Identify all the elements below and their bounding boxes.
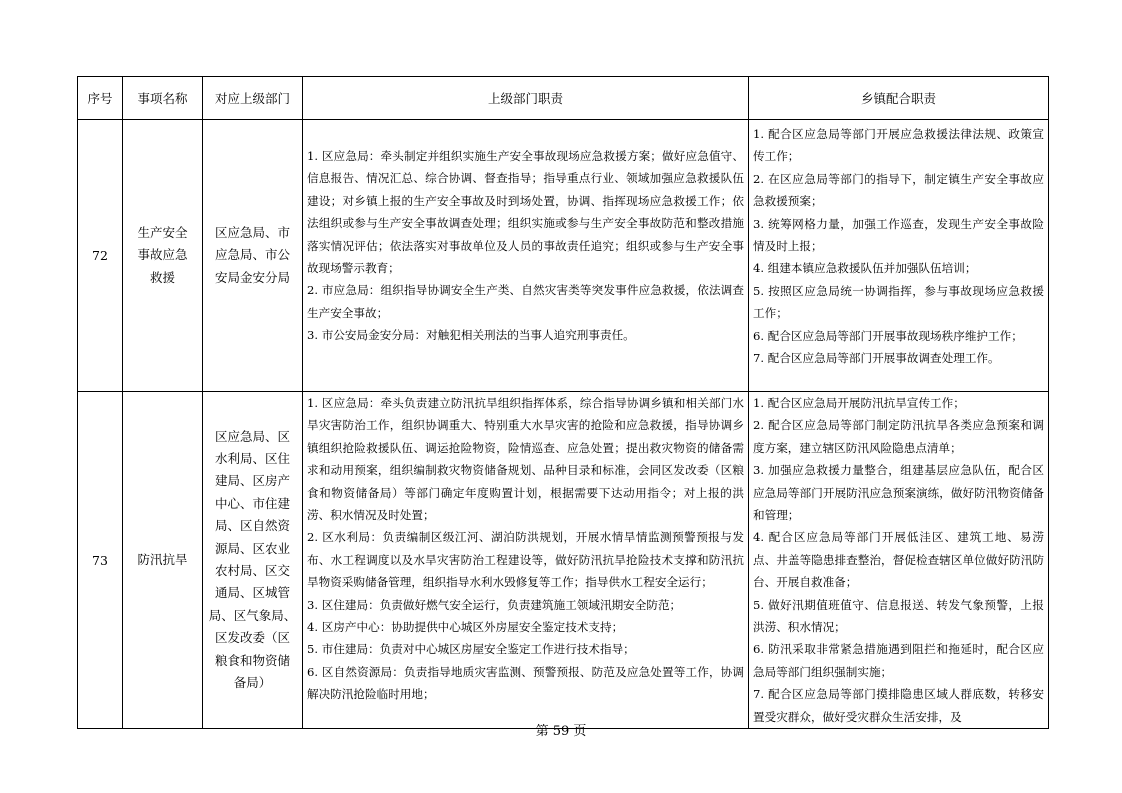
town-paragraph: 3. 统筹网格力量，加强工作巡查，发现生产安全事故险情及时上报； bbox=[753, 216, 1044, 254]
dept-line: 中心、市住建 bbox=[214, 495, 290, 511]
town-paragraph: 2. 在区应急局等部门的指导下，制定镇生产安全事故应急救援预案； bbox=[753, 171, 1044, 209]
town-paragraph: 2. 配合区应急局等部门制定防汛抗旱各类应急预案和调度方案，建立辖区防汛风险隐患点清单； bbox=[753, 418, 1044, 455]
town-paragraph: 1. 配合区应急局开展防汛抗旱宣传工作； bbox=[753, 396, 965, 410]
duty-paragraph: 3. 市公安局金安分局：对触犯相关刑法的当事人追究刑事责任。 bbox=[307, 328, 635, 343]
item-name-cell bbox=[123, 392, 203, 729]
dept-line: 源局、区农业 bbox=[214, 540, 290, 556]
row-number: 72 bbox=[78, 120, 123, 392]
town-paragraph: 5. 按照区应急局统一协调指挥，参与事故现场应急救援工作； bbox=[753, 283, 1044, 321]
dept-line: 建局、区房产 bbox=[214, 473, 290, 489]
item-name-line: 防汛抗旱 bbox=[137, 551, 188, 567]
duty-paragraph: 5. 市住建局：负责对中心城区房屋安全鉴定工作进行技术指导； bbox=[307, 642, 635, 657]
table-header-row bbox=[78, 77, 1049, 120]
item-name-line: 救援 bbox=[149, 269, 175, 285]
town-paragraph: 4. 组建本镇应急救援队伍并加强队伍培训； bbox=[753, 261, 977, 276]
duty-paragraph: 3. 区住建局：负责做好燃气安全运行，负责建筑施工领域汛期安全防范； bbox=[307, 597, 682, 612]
item-name-line: 生产安全 bbox=[137, 224, 188, 240]
dept-line: 备局） bbox=[233, 675, 272, 691]
superior-duty-cell bbox=[303, 120, 749, 392]
town-paragraph: 5. 做好汛期值班值守、信息报送、转发气象预警，上报洪涝、积水情况； bbox=[753, 597, 1044, 635]
duty-paragraph: 1. 区应急局：牵头制定并组织实施生产安全事故现场应急救援方案；做好应急值守、信息报告、情况汇总、综合协调、督查指导；指导重点行业、领域加强应急救援队伍建设；对乡镇上报的生产安全事故及时到场处置，协调、指挥现场应急救援工作；依法组织或参与生产安全事故调查处理；组织实施或参与生产安全事故防范和整改措施落实情况评估；依法落实对事故单位及人员的事故责任追究；组织或参与生产安全事故现场警示教育； bbox=[307, 149, 744, 276]
superior-duty-cell bbox=[303, 392, 749, 729]
duty-paragraph: 1. 区应急局：牵头负责建立防汛抗旱组织指挥体系，综合指导协调乡镇和相关部门水旱灾害防治工作，组织协调重大、特别重大水旱灾害的抢险和应急救援，指导协调乡镇组织抢险救援队伍、调运抢险物资，险情巡查、应急处置；提出救灾物资的储备需求和动用预案，组织编制救灾物资储备规划、品种目录和标准，会同区发改委（区粮食和物资储备局）等部门确定年度购置计划，根据需要下达动用指令；对上报的洪涝、积水情况及时处置； bbox=[307, 396, 744, 523]
town-duty-cell bbox=[749, 392, 1049, 729]
town-paragraph: 1. 配合区应急局等部门开展应急救援法律法规、政策宣传工作； bbox=[753, 127, 1044, 164]
item-name-line: 事故应急 bbox=[137, 247, 188, 263]
dept-line: 粮食和物资储 bbox=[214, 652, 290, 668]
town-duty-cell bbox=[749, 120, 1049, 392]
dept-line: 安局金安分局 bbox=[214, 269, 290, 285]
dept-line: 应急局、市公 bbox=[214, 247, 290, 263]
town-paragraph: 7. 配合区应急局等部门摸排隐患区域人群底数，转移安置受灾群众，做好受灾群众生活安排，及 bbox=[753, 687, 1044, 724]
dept-line: 水利局、区住 bbox=[214, 451, 290, 467]
header-item-name: 事项名称 bbox=[123, 77, 203, 120]
header-town-duty: 乡镇配合职责 bbox=[749, 77, 1049, 120]
town-paragraph: 6. 防汛采取非常紧急措施遇到阻拦和拖延时，配合区应急局等部门组织强制实施； bbox=[753, 642, 1044, 679]
header-superior-dept: 对应上级部门 bbox=[203, 77, 303, 120]
dept-line: 区应急局、区 bbox=[214, 428, 290, 444]
town-paragraph: 6. 配合区应急局等部门开展事故现场秩序维护工作； bbox=[753, 328, 1023, 343]
dept-line: 农村局、区交 bbox=[214, 563, 290, 579]
table-row bbox=[78, 120, 1049, 392]
responsibility-table bbox=[77, 76, 1049, 729]
page-number: 第 59 页 bbox=[535, 724, 587, 739]
town-paragraph: 3. 加强应急救援力量整合，组建基层应急队伍，配合区应急局等部门开展防汛应急预案演练，做好防汛物资储备和管理； bbox=[753, 463, 1044, 523]
duty-paragraph: 4. 区房产中心：协助提供中心城区外房屋安全鉴定技术支持； bbox=[307, 620, 624, 635]
dept-line: 局、区自然资 bbox=[214, 518, 290, 534]
item-name-cell bbox=[123, 120, 203, 392]
duty-paragraph: 2. 区水利局：负责编制区级江河、湖泊防洪规划，开展水情旱情监测预警预报与发布、水工程调度以及水旱灾害防治工程建设等，做好防汛抗旱抢险技术支撑和防汛抗旱物资采购储备管理，组织指导水利水毁修复等工作；指导供水工程安全运行； bbox=[307, 530, 744, 590]
superior-dept-cell bbox=[203, 392, 303, 729]
town-paragraph: 4. 配合区应急局等部门开展低洼区、建筑工地、易涝点、井盖等隐患排查整治，督促检查辖区单位做好防汛防台、开展自救准备； bbox=[753, 530, 1044, 590]
dept-line: 通局、区城管 bbox=[214, 585, 290, 601]
dept-line: 区应急局、市 bbox=[214, 224, 290, 240]
duty-paragraph: 2. 市应急局：组织指导协调安全生产类、自然灾害类等突发事件应急救援，依法调查生产安全事故； bbox=[307, 283, 744, 320]
dept-line: 局、区气象局、 bbox=[208, 607, 297, 623]
table-row bbox=[78, 392, 1049, 729]
header-no: 序号 bbox=[78, 77, 123, 120]
row-number: 73 bbox=[78, 392, 123, 729]
town-paragraph: 7. 配合区应急局等部门开展事故调查处理工作。 bbox=[753, 351, 1000, 366]
dept-line: 区发改委（区 bbox=[214, 630, 290, 646]
header-superior-duty: 上级部门职责 bbox=[303, 77, 749, 120]
duty-paragraph: 6. 区自然资源局：负责指导地质灾害监测、预警预报、防范及应急处置等工作，协调解决防汛抢险临时用地； bbox=[307, 664, 744, 702]
superior-dept-cell bbox=[203, 120, 303, 392]
